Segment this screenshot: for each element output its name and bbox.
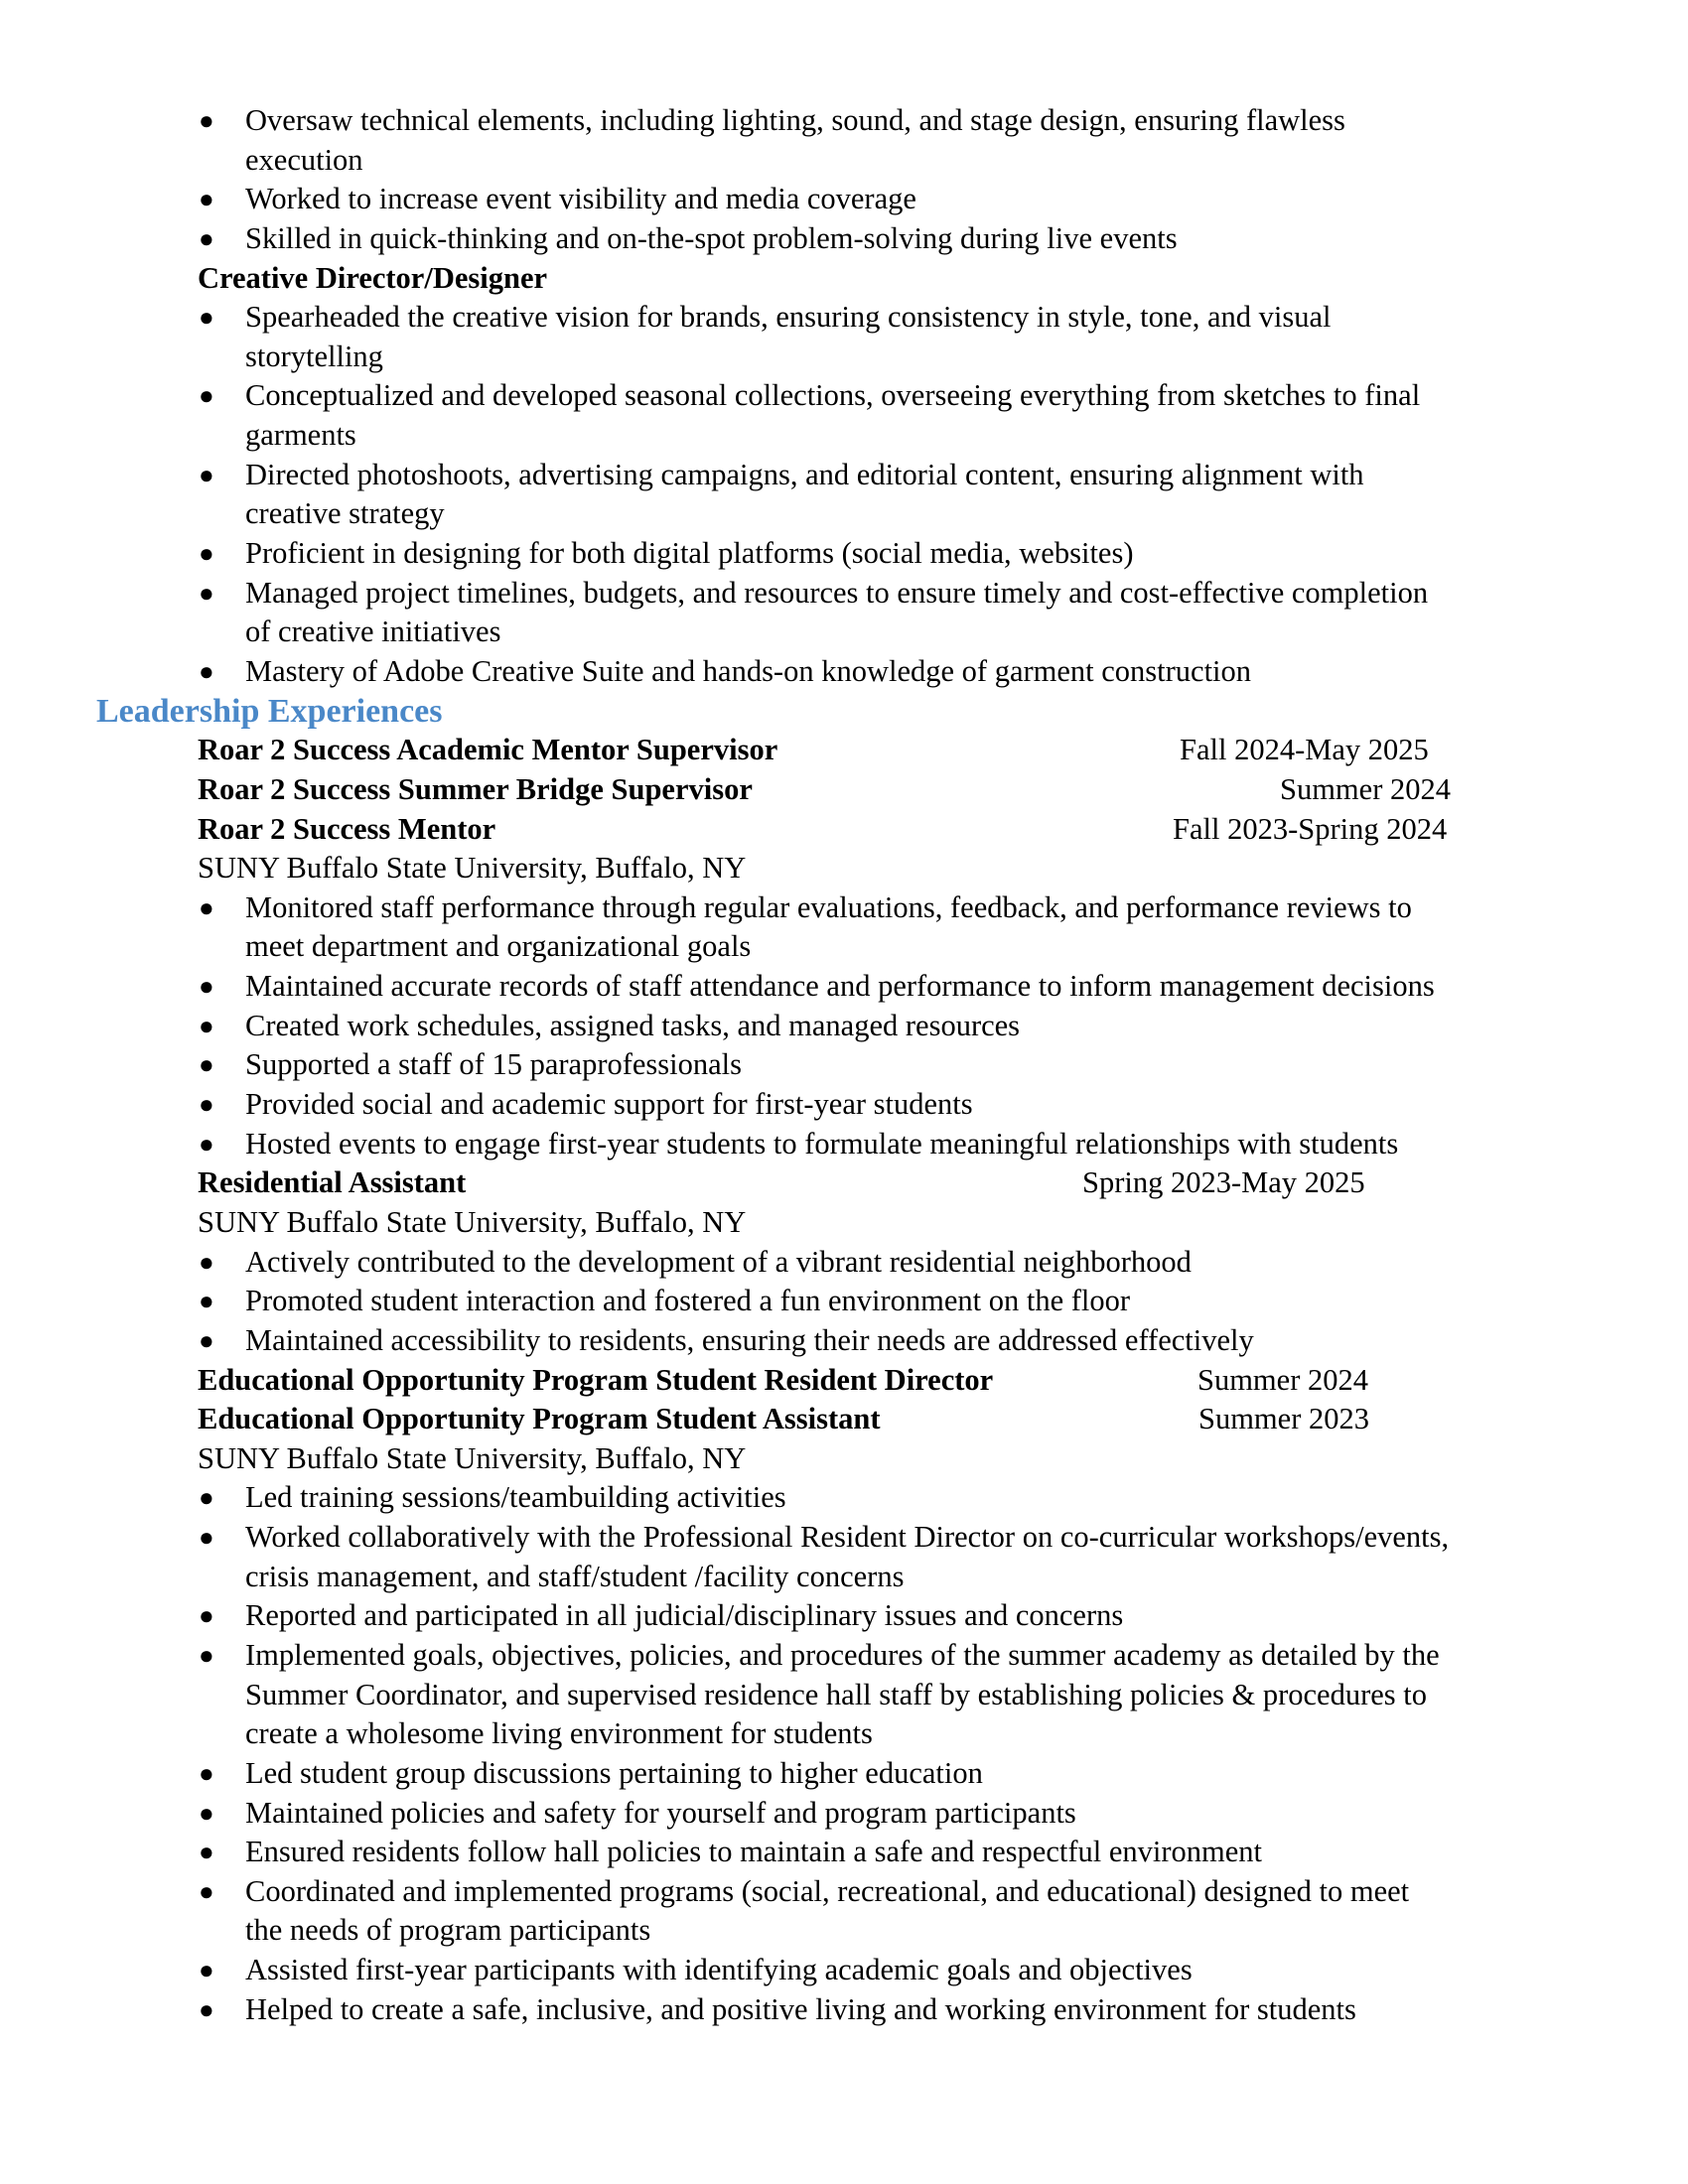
bullet-text: Implemented goals, objectives, policies, and procedures of the summer academy as detailed by the <box>245 1637 1440 1672</box>
bullet-icon: ● <box>199 381 214 411</box>
bullet-text: Spearheaded the creative vision for brands, ensuring consistency in style, tone, and visual <box>245 300 1332 335</box>
position-title: Creative Director/Designer <box>198 260 548 295</box>
bullet-icon: ● <box>199 1640 214 1670</box>
bullet-line <box>0 1321 1688 1361</box>
bullet-line <box>0 1596 1688 1636</box>
bullet-icon: ● <box>199 1325 214 1355</box>
bullet-text: Monitored staff performance through regular evaluations, feedback, and performance reviews to <box>245 889 1412 924</box>
resume-page <box>0 101 1688 2029</box>
bullet-text: Reported and participated in all judicial/disciplinary issues and concerns <box>245 1598 1124 1633</box>
bullet-line <box>0 1990 1688 2030</box>
bullet-icon: ● <box>199 1247 214 1277</box>
bullet-text: of creative initiatives <box>245 614 501 649</box>
bullet-line <box>0 1085 1688 1125</box>
bullet-line <box>0 1676 1688 1715</box>
position-row <box>0 810 1688 850</box>
bullet-text: meet department and organizational goals <box>245 929 752 964</box>
position-title: Roar 2 Success Mentor <box>198 811 496 846</box>
bullet-text: Helped to create a safe, inclusive, and positive living and working environment for students <box>245 1991 1356 2026</box>
position-title: Educational Opportunity Program Student Assistant <box>198 1402 881 1436</box>
bullet-text: Provided social and academic support for first-year students <box>245 1087 973 1122</box>
bullet-line <box>0 1478 1688 1518</box>
bullet-line <box>0 376 1688 416</box>
bullet-text: creative strategy <box>245 496 445 531</box>
bullet-line <box>0 967 1688 1007</box>
bullet-line <box>0 1833 1688 1872</box>
position-title: Roar 2 Success Academic Mentor Supervisor <box>198 733 778 767</box>
bullet-icon: ● <box>199 539 214 569</box>
bullet-text: Hosted events to engage first-year students to formulate meaningful relationships with students <box>245 1126 1399 1160</box>
bullet-text: Maintained policies and safety for yourself and program participants <box>245 1795 1076 1830</box>
bullet-text: execution <box>245 142 363 177</box>
bullet-line <box>0 1007 1688 1046</box>
bullet-line <box>0 1636 1688 1676</box>
bullet-icon: ● <box>199 223 214 253</box>
bullet-text: Actively contributed to the development of a vibrant residential neighborhood <box>245 1244 1192 1279</box>
bullet-icon: ● <box>199 1050 214 1080</box>
location-text: SUNY Buffalo State University, Buffalo, NY <box>198 1204 747 1239</box>
bullet-icon: ● <box>199 1876 214 1906</box>
location-row <box>0 849 1688 888</box>
position-row <box>0 259 1688 299</box>
bullet-line <box>0 1282 1688 1321</box>
bullet-text: Supported a staff of 15 paraprofessionals <box>245 1047 743 1082</box>
bullet-icon: ● <box>199 1994 214 2024</box>
bullet-line <box>0 1754 1688 1794</box>
bullet-text: Conceptualized and developed seasonal collections, overseeing everything from sketches to final <box>245 378 1421 413</box>
position-row <box>0 731 1688 770</box>
bullet-text: Led training sessions/teambuilding activities <box>245 1480 786 1515</box>
bullet-line <box>0 494 1688 534</box>
section-heading: Leadership Experiences <box>96 692 443 730</box>
bullet-text: Ensured residents follow hall policies to maintain a safe and respectful environment <box>245 1835 1262 1869</box>
bullet-text: Led student group discussions pertaining to higher education <box>245 1755 983 1790</box>
bullet-icon: ● <box>199 578 214 608</box>
location-row <box>0 1203 1688 1243</box>
bullet-text: Skilled in quick-thinking and on-the-spot problem-solving during live events <box>245 220 1178 255</box>
bullet-text: Worked to increase event visibility and media coverage <box>245 182 916 216</box>
bullet-line <box>0 613 1688 652</box>
position-date: Fall 2023-Spring 2024 <box>1173 811 1448 846</box>
bullet-line <box>0 652 1688 692</box>
bullet-line <box>0 141 1688 181</box>
position-date: Summer 2024 <box>1280 771 1451 806</box>
bullet-icon: ● <box>199 1090 214 1120</box>
bullet-line <box>0 1951 1688 1990</box>
bullet-text: storytelling <box>245 339 383 373</box>
position-row <box>0 1400 1688 1439</box>
bullet-icon: ● <box>199 185 214 214</box>
bullet-icon: ● <box>199 1011 214 1040</box>
bullet-icon: ● <box>199 1129 214 1159</box>
bullet-line <box>0 1045 1688 1085</box>
bullet-line <box>0 1125 1688 1164</box>
bullet-line <box>0 338 1688 377</box>
bullet-text: Promoted student interaction and fostered a fun environment on the floor <box>245 1284 1131 1318</box>
bullet-line <box>0 1518 1688 1558</box>
bullet-icon: ● <box>199 1601 214 1631</box>
position-title: Residential Assistant <box>198 1165 467 1200</box>
bullet-text: Coordinated and implemented programs (social, recreational, and educational) designed to meet <box>245 1873 1410 1908</box>
bullet-text: Maintained accurate records of staff attendance and performance to inform management decisions <box>245 969 1435 1004</box>
bullet-line <box>0 1794 1688 1834</box>
bullet-line <box>0 1872 1688 1912</box>
bullet-icon: ● <box>199 1523 214 1553</box>
bullet-text: Mastery of Adobe Creative Suite and hands-on knowledge of garment construction <box>245 653 1252 688</box>
bullet-text: Proficient in designing for both digital platforms (social media, websites) <box>245 536 1134 571</box>
bullet-line <box>0 180 1688 219</box>
position-title: Educational Opportunity Program Student Resident Director <box>198 1362 994 1397</box>
bullet-text: Assisted first-year participants with identifying academic goals and objectives <box>245 1953 1193 1987</box>
bullet-line <box>0 416 1688 456</box>
bullet-icon: ● <box>199 1287 214 1316</box>
bullet-icon: ● <box>199 460 214 489</box>
position-date: Summer 2023 <box>1198 1402 1369 1436</box>
position-row <box>0 1361 1688 1401</box>
bullet-line <box>0 298 1688 338</box>
position-row <box>0 1163 1688 1203</box>
bullet-text: crisis management, and staff/student /facility concerns <box>245 1559 905 1593</box>
bullet-text: create a wholesome living environment for students <box>245 1716 873 1751</box>
bullet-text: Maintained accessibility to residents, ensuring their needs are addressed effectively <box>245 1322 1254 1357</box>
location-text: SUNY Buffalo State University, Buffalo, NY <box>198 851 747 886</box>
bullet-icon: ● <box>199 1838 214 1867</box>
bullet-line <box>0 534 1688 574</box>
location-row <box>0 1439 1688 1479</box>
position-date: Spring 2023-May 2025 <box>1082 1165 1365 1200</box>
bullet-text: the needs of program participants <box>245 1913 651 1948</box>
position-date: Summer 2024 <box>1197 1362 1368 1397</box>
bullet-icon: ● <box>199 892 214 922</box>
bullet-icon: ● <box>199 1758 214 1788</box>
bullet-line <box>0 1243 1688 1283</box>
position-date: Fall 2024-May 2025 <box>1180 733 1429 767</box>
section-heading-row <box>0 692 1688 732</box>
bullet-line <box>0 927 1688 967</box>
bullet-line <box>0 219 1688 259</box>
bullet-text: Oversaw technical elements, including lighting, sound, and stage design, ensuring flawless <box>245 103 1345 137</box>
bullet-icon: ● <box>199 1798 214 1828</box>
location-text: SUNY Buffalo State University, Buffalo, NY <box>198 1440 747 1475</box>
bullet-text: Worked collaboratively with the Professional Resident Director on co-curricular workshops/events, <box>245 1520 1450 1555</box>
bullet-line <box>0 574 1688 614</box>
bullet-line <box>0 888 1688 928</box>
bullet-line <box>0 101 1688 141</box>
bullet-text: Managed project timelines, budgets, and resources to ensure timely and cost-effective completion <box>245 575 1429 610</box>
bullet-text: Summer Coordinator, and supervised residence hall staff by establishing policies & procedures to <box>245 1677 1427 1711</box>
bullet-line <box>0 1714 1688 1754</box>
bullet-icon: ● <box>199 1483 214 1513</box>
bullet-icon: ● <box>199 656 214 686</box>
bullet-line <box>0 1558 1688 1597</box>
bullet-icon: ● <box>199 972 214 1002</box>
bullet-icon: ● <box>199 303 214 333</box>
bullet-line <box>0 1911 1688 1951</box>
bullet-icon: ● <box>199 106 214 135</box>
bullet-line <box>0 456 1688 495</box>
bullet-text: Created work schedules, assigned tasks, and managed resources <box>245 1008 1021 1042</box>
position-title: Roar 2 Success Summer Bridge Supervisor <box>198 771 753 806</box>
position-row <box>0 770 1688 810</box>
bullet-icon: ● <box>199 1956 214 1985</box>
bullet-text: Directed photoshoots, advertising campaigns, and editorial content, ensuring alignment with <box>245 457 1364 491</box>
bullet-text: garments <box>245 418 356 453</box>
